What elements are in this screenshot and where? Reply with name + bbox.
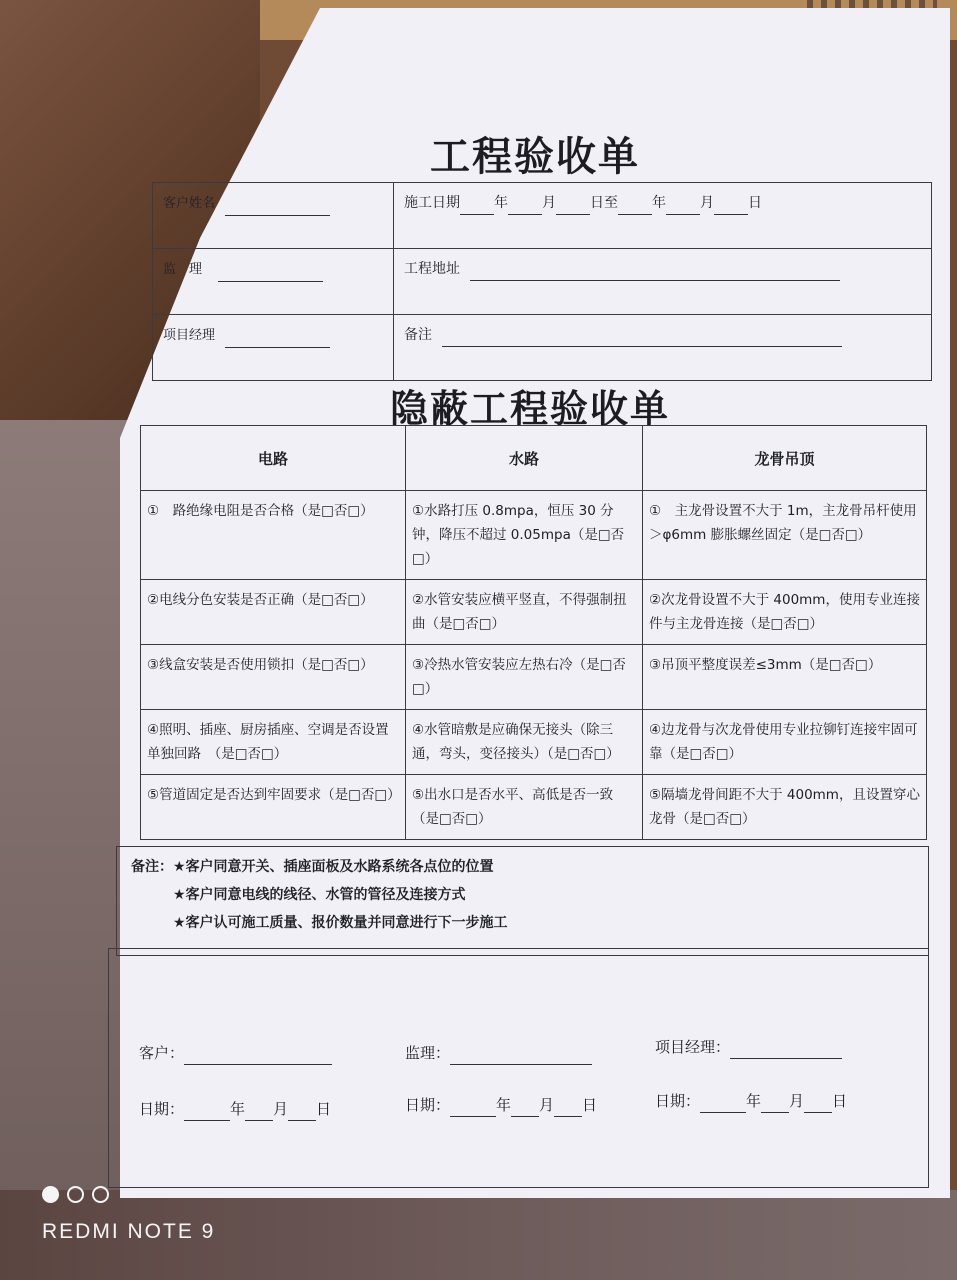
column-header-water: 水路 xyxy=(406,426,643,491)
ring-icon xyxy=(67,1186,84,1203)
customer-signature xyxy=(139,1041,332,1065)
table-cell: ②次龙骨设置不大于 400mm，使用专业连接件与主龙骨连接（是□否□） xyxy=(643,580,927,645)
table-cell: ②电线分色安装是否正确（是□否□） xyxy=(141,580,406,645)
day-label: 日 xyxy=(832,1092,848,1110)
customer-name-cell xyxy=(153,183,394,249)
start-day-line[interactable] xyxy=(556,198,590,215)
info-remarks-label: 备注 xyxy=(404,327,432,343)
table-cell: ③冷热水管安装应左热右冷（是□否□） xyxy=(406,645,643,710)
end-month-line[interactable] xyxy=(666,198,700,215)
table-row xyxy=(141,645,927,710)
table-cell: ④照明、插座、厨房插座、空调是否设置单独回路 （是□否□） xyxy=(141,710,406,775)
day-label: 日 xyxy=(748,195,762,211)
remark-item: ★客户同意开关、插座面板及水路系统各点位的位置 xyxy=(173,859,494,875)
table-cell: ②水管安装应横平竖直，不得强制扭曲（是□否□） xyxy=(406,580,643,645)
supervisor-cell xyxy=(153,249,394,315)
year-label: 年 xyxy=(494,195,508,211)
month-line[interactable] xyxy=(245,1104,273,1121)
day-line[interactable] xyxy=(288,1104,316,1121)
month-line[interactable] xyxy=(761,1096,789,1113)
date-label: 日期： xyxy=(139,1100,185,1118)
month-label: 月 xyxy=(539,1096,555,1114)
project-info-table xyxy=(152,182,932,381)
table-cell: ⑤管道固定是否达到牢固要求（是□否□） xyxy=(141,775,406,840)
year-label: 年 xyxy=(496,1096,512,1114)
month-label: 月 xyxy=(542,195,556,211)
table-row xyxy=(141,491,927,580)
customer-date xyxy=(139,1097,331,1121)
dot-icon xyxy=(42,1186,59,1203)
project-address-line[interactable] xyxy=(470,264,840,281)
table-cell: ① 主龙骨设置不大于 1m，主龙骨吊杆使用＞φ6mm 膨胀螺丝固定（是□否□） xyxy=(643,491,927,580)
supervisor-date xyxy=(405,1093,597,1117)
table-cell: ① 路绝缘电阻是否合格（是□否□） xyxy=(141,491,406,580)
month-label: 月 xyxy=(789,1092,805,1110)
supervisor-signature-line[interactable] xyxy=(450,1046,592,1065)
supervisor-signature xyxy=(405,1041,592,1065)
info-remarks-cell xyxy=(394,315,932,381)
info-remarks-line[interactable] xyxy=(442,330,842,347)
month-label: 月 xyxy=(700,195,714,211)
day-label: 日 xyxy=(316,1100,332,1118)
hidden-works-table xyxy=(140,425,927,840)
column-header-circuit: 电路 xyxy=(141,426,406,491)
month-line[interactable] xyxy=(511,1100,539,1117)
year-line[interactable] xyxy=(450,1100,496,1117)
construction-date-label: 施工日期 xyxy=(404,195,460,211)
manager-signature-line[interactable] xyxy=(730,1040,842,1059)
table-cell: ④水管暗敷是应确保无接头（除三通，弯头，变径接头）（是□否□） xyxy=(406,710,643,775)
day-to-label: 日至 xyxy=(590,195,618,211)
project-manager-label: 项目经理 xyxy=(163,328,216,343)
project-manager-cell xyxy=(153,315,394,381)
table-cell: ③吊顶平整度误差≤3mm（是□否□） xyxy=(643,645,927,710)
date-label: 日期： xyxy=(405,1096,451,1114)
table-cell: ④边龙骨与次龙骨使用专业拉铆钉连接牢固可靠（是□否□） xyxy=(643,710,927,775)
column-header-ceiling: 龙骨吊顶 xyxy=(643,426,927,491)
year-label: 年 xyxy=(746,1092,762,1110)
camera-watermark-dots xyxy=(42,1186,117,1207)
remarks-cell xyxy=(117,847,929,956)
table-cell: ③线盒安装是否使用锁扣（是□否□） xyxy=(141,645,406,710)
remark-item: ★客户认可施工质量、报价数量并同意进行下一步施工 xyxy=(173,915,508,931)
project-address-cell xyxy=(394,249,932,315)
customer-name-line[interactable] xyxy=(225,199,330,216)
manager-signature-label: 项目经理： xyxy=(655,1038,731,1056)
table-cell: ⑤隔墙龙骨间距不大于 400mm，且设置穿心龙骨（是□否□） xyxy=(643,775,927,840)
manager-signature xyxy=(655,1035,842,1059)
manager-date xyxy=(655,1089,847,1113)
end-day-line[interactable] xyxy=(714,198,748,215)
customer-signature-line[interactable] xyxy=(184,1046,332,1065)
customer-name-label: 客户姓名 xyxy=(163,196,216,211)
remark-item: ★客户同意电线的线径、水管的管径及连接方式 xyxy=(173,887,466,903)
table-cell: ⑤出水口是否水平、高低是否一致（是□否□） xyxy=(406,775,643,840)
year-line[interactable] xyxy=(184,1104,230,1121)
day-line[interactable] xyxy=(554,1100,582,1117)
day-line[interactable] xyxy=(804,1096,832,1113)
year-label: 年 xyxy=(652,195,666,211)
remarks-label: 备注： xyxy=(131,859,173,875)
date-label: 日期： xyxy=(655,1092,701,1110)
signature-table xyxy=(108,948,929,1188)
table-row xyxy=(141,580,927,645)
remarks-table xyxy=(116,846,929,956)
project-address-label: 工程地址 xyxy=(404,261,460,277)
month-label: 月 xyxy=(273,1100,289,1118)
form-title: 工程验收单 xyxy=(430,133,640,180)
table-row xyxy=(141,775,927,840)
table-row xyxy=(141,710,927,775)
year-line[interactable] xyxy=(700,1096,746,1113)
ring-icon xyxy=(92,1186,109,1203)
day-label: 日 xyxy=(582,1096,598,1114)
end-year-line[interactable] xyxy=(618,198,652,215)
hidden-works-title: 隐蔽工程验收单 xyxy=(389,386,670,431)
start-year-line[interactable] xyxy=(460,198,494,215)
supervisor-line[interactable] xyxy=(218,265,323,282)
customer-signature-label: 客户： xyxy=(139,1044,185,1062)
start-month-line[interactable] xyxy=(508,198,542,215)
table-cell: ①水路打压 0.8mpa，恒压 30 分钟，降压不超过 0.05mpa（是□否□） xyxy=(406,491,643,580)
construction-date-cell xyxy=(394,183,932,249)
camera-watermark: REDMI NOTE 9 xyxy=(42,1220,216,1243)
signature-cell xyxy=(109,949,929,1188)
supervisor-signature-label: 监理： xyxy=(405,1044,451,1062)
supervisor-label: 监 理 xyxy=(163,262,203,277)
year-label: 年 xyxy=(230,1100,246,1118)
project-manager-line[interactable] xyxy=(225,331,330,348)
